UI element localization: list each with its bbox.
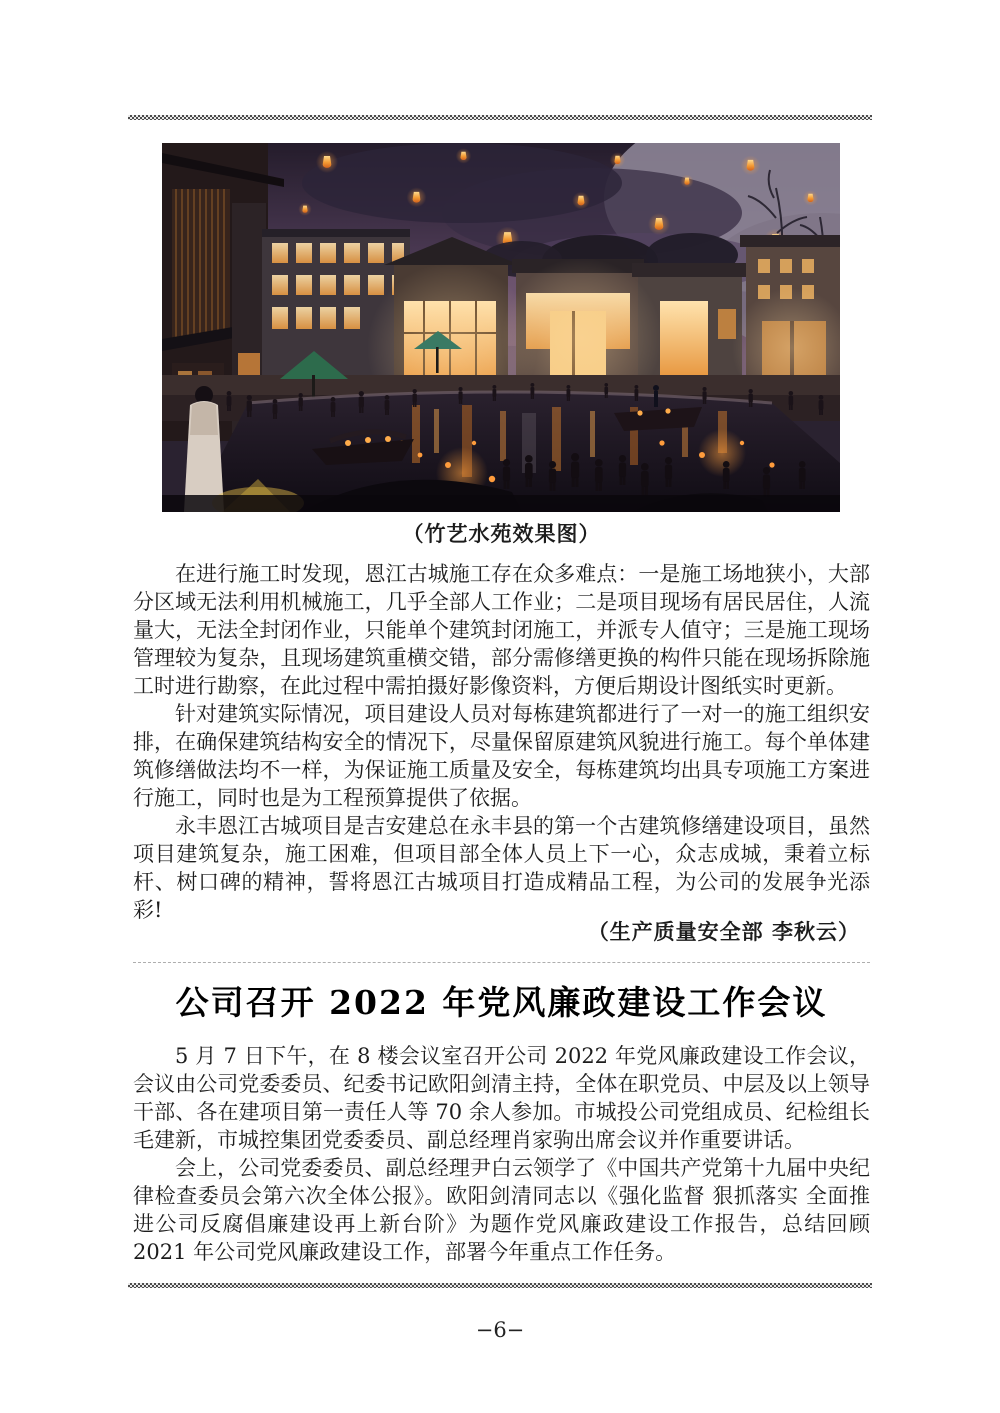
section-divider <box>133 962 870 963</box>
night-scene-illustration <box>162 143 840 512</box>
article1-paragraph: 针对建筑实际情况，项目建设人员对每栋建筑都进行了一对一的施工组织安排，在确保建筑结构安全的情况下，尽量保留原建筑风貌进行施工。每个单体建筑修缮做法均不一样，为保证施工质量及安全，每栋建筑均出具专项施工方案进行施工，同时也是为工程预算提供了依据。 <box>133 702 870 810</box>
top-border-rule <box>128 115 872 120</box>
figure-caption: （竹艺水苑效果图） <box>402 521 601 546</box>
article2-paragraph: 5 月 7 日下午，在 8 楼会议室召开公司 2022 年党风廉政建设工作会议，会议由公司党委委员、纪委书记欧阳剑清主持，全体在职党员、中层及以上领导干部、各在建项目第一责任人等 70 余人参加。市城投公司党组成员、纪检组长毛建新，市城控集团党委委员、副总经理肖家驹出席会议并作重要讲话。 <box>133 1044 870 1152</box>
article2-title: 公司召开 2022 年党风廉政建设工作会议 <box>175 983 828 1022</box>
bottom-border-rule <box>128 1283 872 1288</box>
article1-paragraph: 永丰恩江古城项目是吉安建总在永丰县的第一个古建筑修缮建设项目，虽然项目建筑复杂，施工困难，但项目部全体人员上下一心，众志成城，秉着立标杆、树口碑的精神，誓将恩江古城项目打造成精品工程，为公司的发展争光添彩! <box>133 814 870 922</box>
article1-paragraph: 在进行施工时发现，恩江古城施工存在众多难点：一是施工场地狭小，大部分区域无法利用机械施工，几乎全部人工作业；二是项目现场有居民居住，人流量大，无法全封闭作业，只能单个建筑封闭施工，并派专人值守；三是施工现场管理较为复杂，且现场建筑重横交错，部分需修缮更换的构件只能在现场拆除施工时进行勘察，在此过程中需拍摄好影像资料，方便后期设计图纸实时更新。 <box>133 562 870 698</box>
article1-body <box>133 560 870 924</box>
page-number: −6− <box>475 1318 525 1342</box>
article2-body <box>133 1042 870 1266</box>
article2-paragraph: 会上，公司党委委员、副总经理尹白云领学了《中国共产党第十九届中央纪律检查委员会第六次全体公报》。欧阳剑清同志以《强化监督 狠抓落实 全面推进公司反腐倡廉建设再上新台阶》为题作党风廉政建设工作报告，总结回顾 2021 年公司党风廉政建设工作，部署今年重点工作任务。 <box>133 1156 870 1264</box>
rendering-image <box>162 143 840 512</box>
article1-byline: （生产质量安全部 李秋云） <box>587 919 860 944</box>
